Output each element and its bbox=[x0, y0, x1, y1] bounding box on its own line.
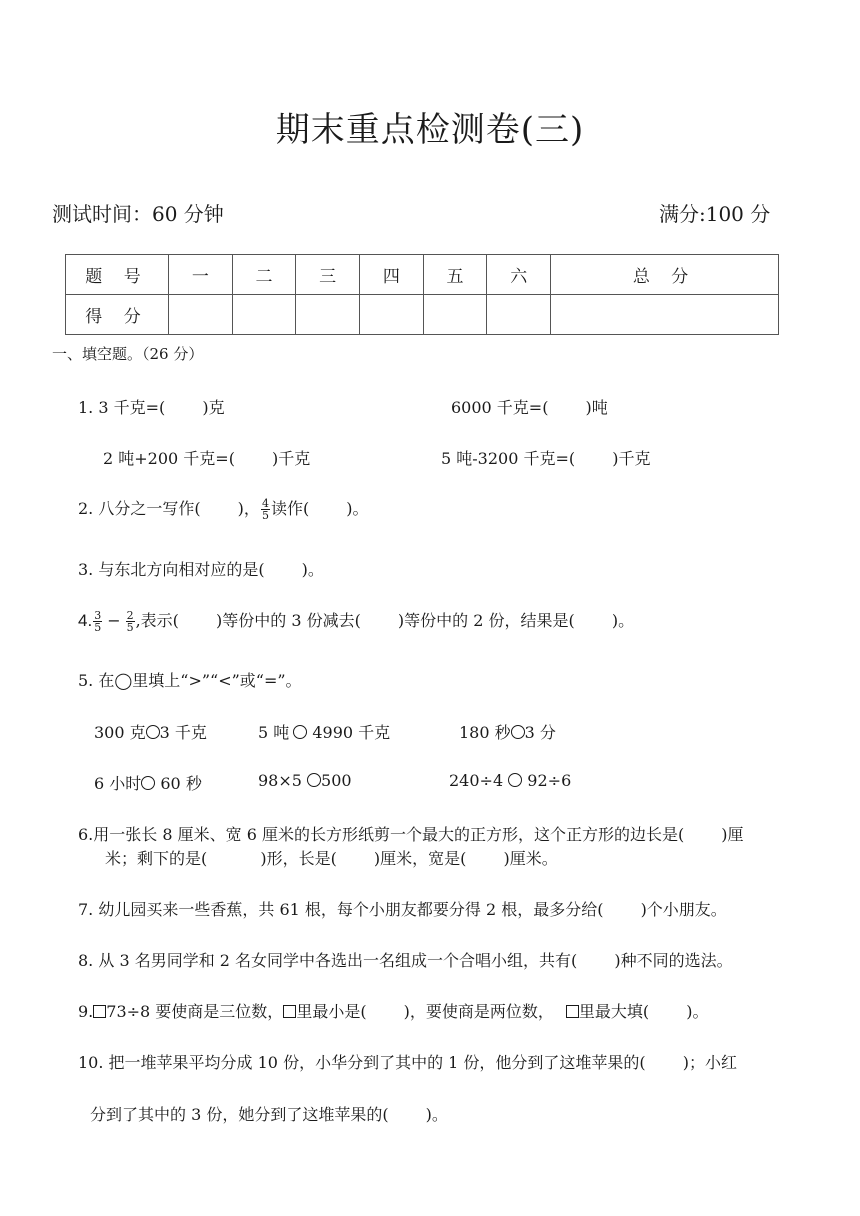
question-9-number: 9. bbox=[78, 1002, 94, 1021]
header-cell: 五 bbox=[423, 255, 487, 295]
question-4-text: ,表示( )等份中的 3 份减去( )等份中的 2 份，结果是( )。 bbox=[135, 611, 635, 630]
question-8: 8. 从 3 名男同学和 2 名女同学中各选出一名组成一个合唱小组，共有( )种不同的选法。 bbox=[78, 951, 733, 970]
header-cell: 四 bbox=[360, 255, 424, 295]
compare-item bbox=[94, 720, 207, 743]
compare-right: 3 千克 bbox=[159, 723, 207, 742]
compare-item bbox=[449, 771, 571, 790]
score-cell[interactable] bbox=[360, 295, 424, 335]
question-1a: 1. 3 千克=( )克 bbox=[78, 398, 225, 417]
question-2-post: 读作( )。 bbox=[270, 499, 369, 518]
header-cell: 三 bbox=[296, 255, 360, 295]
compare-circle[interactable] bbox=[508, 773, 522, 787]
compare-left: 300 克 bbox=[94, 723, 146, 742]
question-2-pre: 2. 八分之一写作( )， bbox=[78, 499, 260, 518]
compare-right: 4990 千克 bbox=[307, 723, 391, 742]
compare-right: 60 秒 bbox=[155, 774, 202, 793]
question-6-line-2: 米；剩下的是( )形，长是( )厘米，宽是( )厘米。 bbox=[105, 849, 558, 868]
compare-circle[interactable] bbox=[293, 725, 307, 739]
compare-left: 6 小时 bbox=[94, 774, 142, 793]
question-4 bbox=[78, 608, 634, 633]
score-table bbox=[65, 254, 779, 335]
fraction-denominator: 5 bbox=[126, 621, 134, 634]
question-5-intro: 5. 在◯里填上“>”“<”或“=”。 bbox=[78, 671, 302, 690]
question-1d: 5 吨-3200 千克=( )千克 bbox=[441, 449, 651, 468]
question-3: 3. 与东北方向相对应的是( )。 bbox=[78, 560, 324, 579]
fraction-three-fifths bbox=[93, 610, 102, 633]
fraction-numerator: 4 bbox=[261, 497, 269, 510]
compare-circle[interactable] bbox=[141, 776, 155, 790]
question-9-part-a: 73÷8 要使商是三位数， bbox=[106, 1002, 284, 1021]
fraction-two-fifths bbox=[126, 610, 135, 633]
test-time: 测试时间：60 分钟 bbox=[52, 202, 224, 226]
compare-left: 240÷4 bbox=[449, 771, 509, 790]
blank-square[interactable] bbox=[283, 1005, 296, 1018]
score-cell[interactable] bbox=[169, 295, 233, 335]
header-cell: 六 bbox=[487, 255, 551, 295]
fraction-numerator: 2 bbox=[126, 609, 134, 622]
blank-square[interactable] bbox=[566, 1005, 579, 1018]
header-cell: 题 号 bbox=[66, 255, 169, 295]
compare-right: 92÷6 bbox=[522, 771, 572, 790]
question-4-number: 4. bbox=[78, 611, 93, 630]
full-score: 满分:100 分 bbox=[659, 202, 771, 226]
page-title: 期末重点检测卷(三) bbox=[275, 110, 585, 150]
question-9-part-c: 里最大填( )。 bbox=[578, 1002, 709, 1021]
compare-left: 98×5 bbox=[258, 771, 308, 790]
score-table-score-row bbox=[66, 295, 779, 335]
question-2 bbox=[78, 496, 369, 521]
compare-item bbox=[258, 771, 352, 790]
blank-square[interactable] bbox=[93, 1005, 106, 1018]
section-heading: 一、填空题。（26 分） bbox=[52, 345, 204, 363]
score-cell[interactable] bbox=[232, 295, 296, 335]
question-7: 7. 幼儿园买来一些香蕉，共 61 根，每个小朋友都要分得 2 根，最多分给( )个小朋友。 bbox=[78, 900, 727, 919]
compare-item bbox=[94, 771, 202, 794]
header-cell: 一 bbox=[169, 255, 233, 295]
score-cell[interactable] bbox=[487, 295, 551, 335]
question-1c: 2 吨+200 千克=( )千克 bbox=[103, 449, 311, 468]
question-10-line-2: 分到了其中的 3 份，她分到了这堆苹果的( )。 bbox=[90, 1105, 448, 1124]
question-1b: 6000 千克=( )吨 bbox=[451, 398, 608, 417]
score-cell[interactable] bbox=[551, 295, 779, 335]
compare-right: 500 bbox=[321, 771, 352, 790]
score-table-header-row bbox=[66, 255, 779, 295]
question-10-line-1: 10. 把一堆苹果平均分成 10 份，小华分到了其中的 1 份，他分到了这堆苹果的( )；小红 bbox=[78, 1053, 737, 1072]
compare-circle[interactable] bbox=[307, 773, 321, 787]
fraction-denominator: 5 bbox=[261, 509, 269, 522]
question-9-part-b: 里最小是( )，要使商是两位数， bbox=[296, 1002, 554, 1021]
fraction-numerator: 3 bbox=[94, 609, 102, 622]
header-cell: 总 分 bbox=[551, 255, 779, 295]
score-row-label: 得 分 bbox=[66, 295, 169, 335]
compare-left: 5 吨 bbox=[258, 723, 290, 742]
question-6-line-1: 6.用一张长 8 厘米、宽 6 厘米的长方形纸剪一个最大的正方形，这个正方形的边长是( )厘 bbox=[78, 825, 744, 844]
compare-circle[interactable] bbox=[146, 725, 160, 739]
compare-circle[interactable] bbox=[511, 725, 525, 739]
compare-item bbox=[459, 720, 556, 743]
compare-item bbox=[258, 720, 390, 743]
compare-right: 3 分 bbox=[524, 723, 556, 742]
fraction-four-fifths bbox=[261, 498, 270, 521]
header-cell: 二 bbox=[232, 255, 296, 295]
score-cell[interactable] bbox=[423, 295, 487, 335]
question-9 bbox=[78, 999, 708, 1022]
minus-sign: − bbox=[107, 611, 121, 630]
compare-left: 180 秒 bbox=[459, 723, 511, 742]
fraction-denominator: 5 bbox=[94, 621, 102, 634]
score-cell[interactable] bbox=[296, 295, 360, 335]
